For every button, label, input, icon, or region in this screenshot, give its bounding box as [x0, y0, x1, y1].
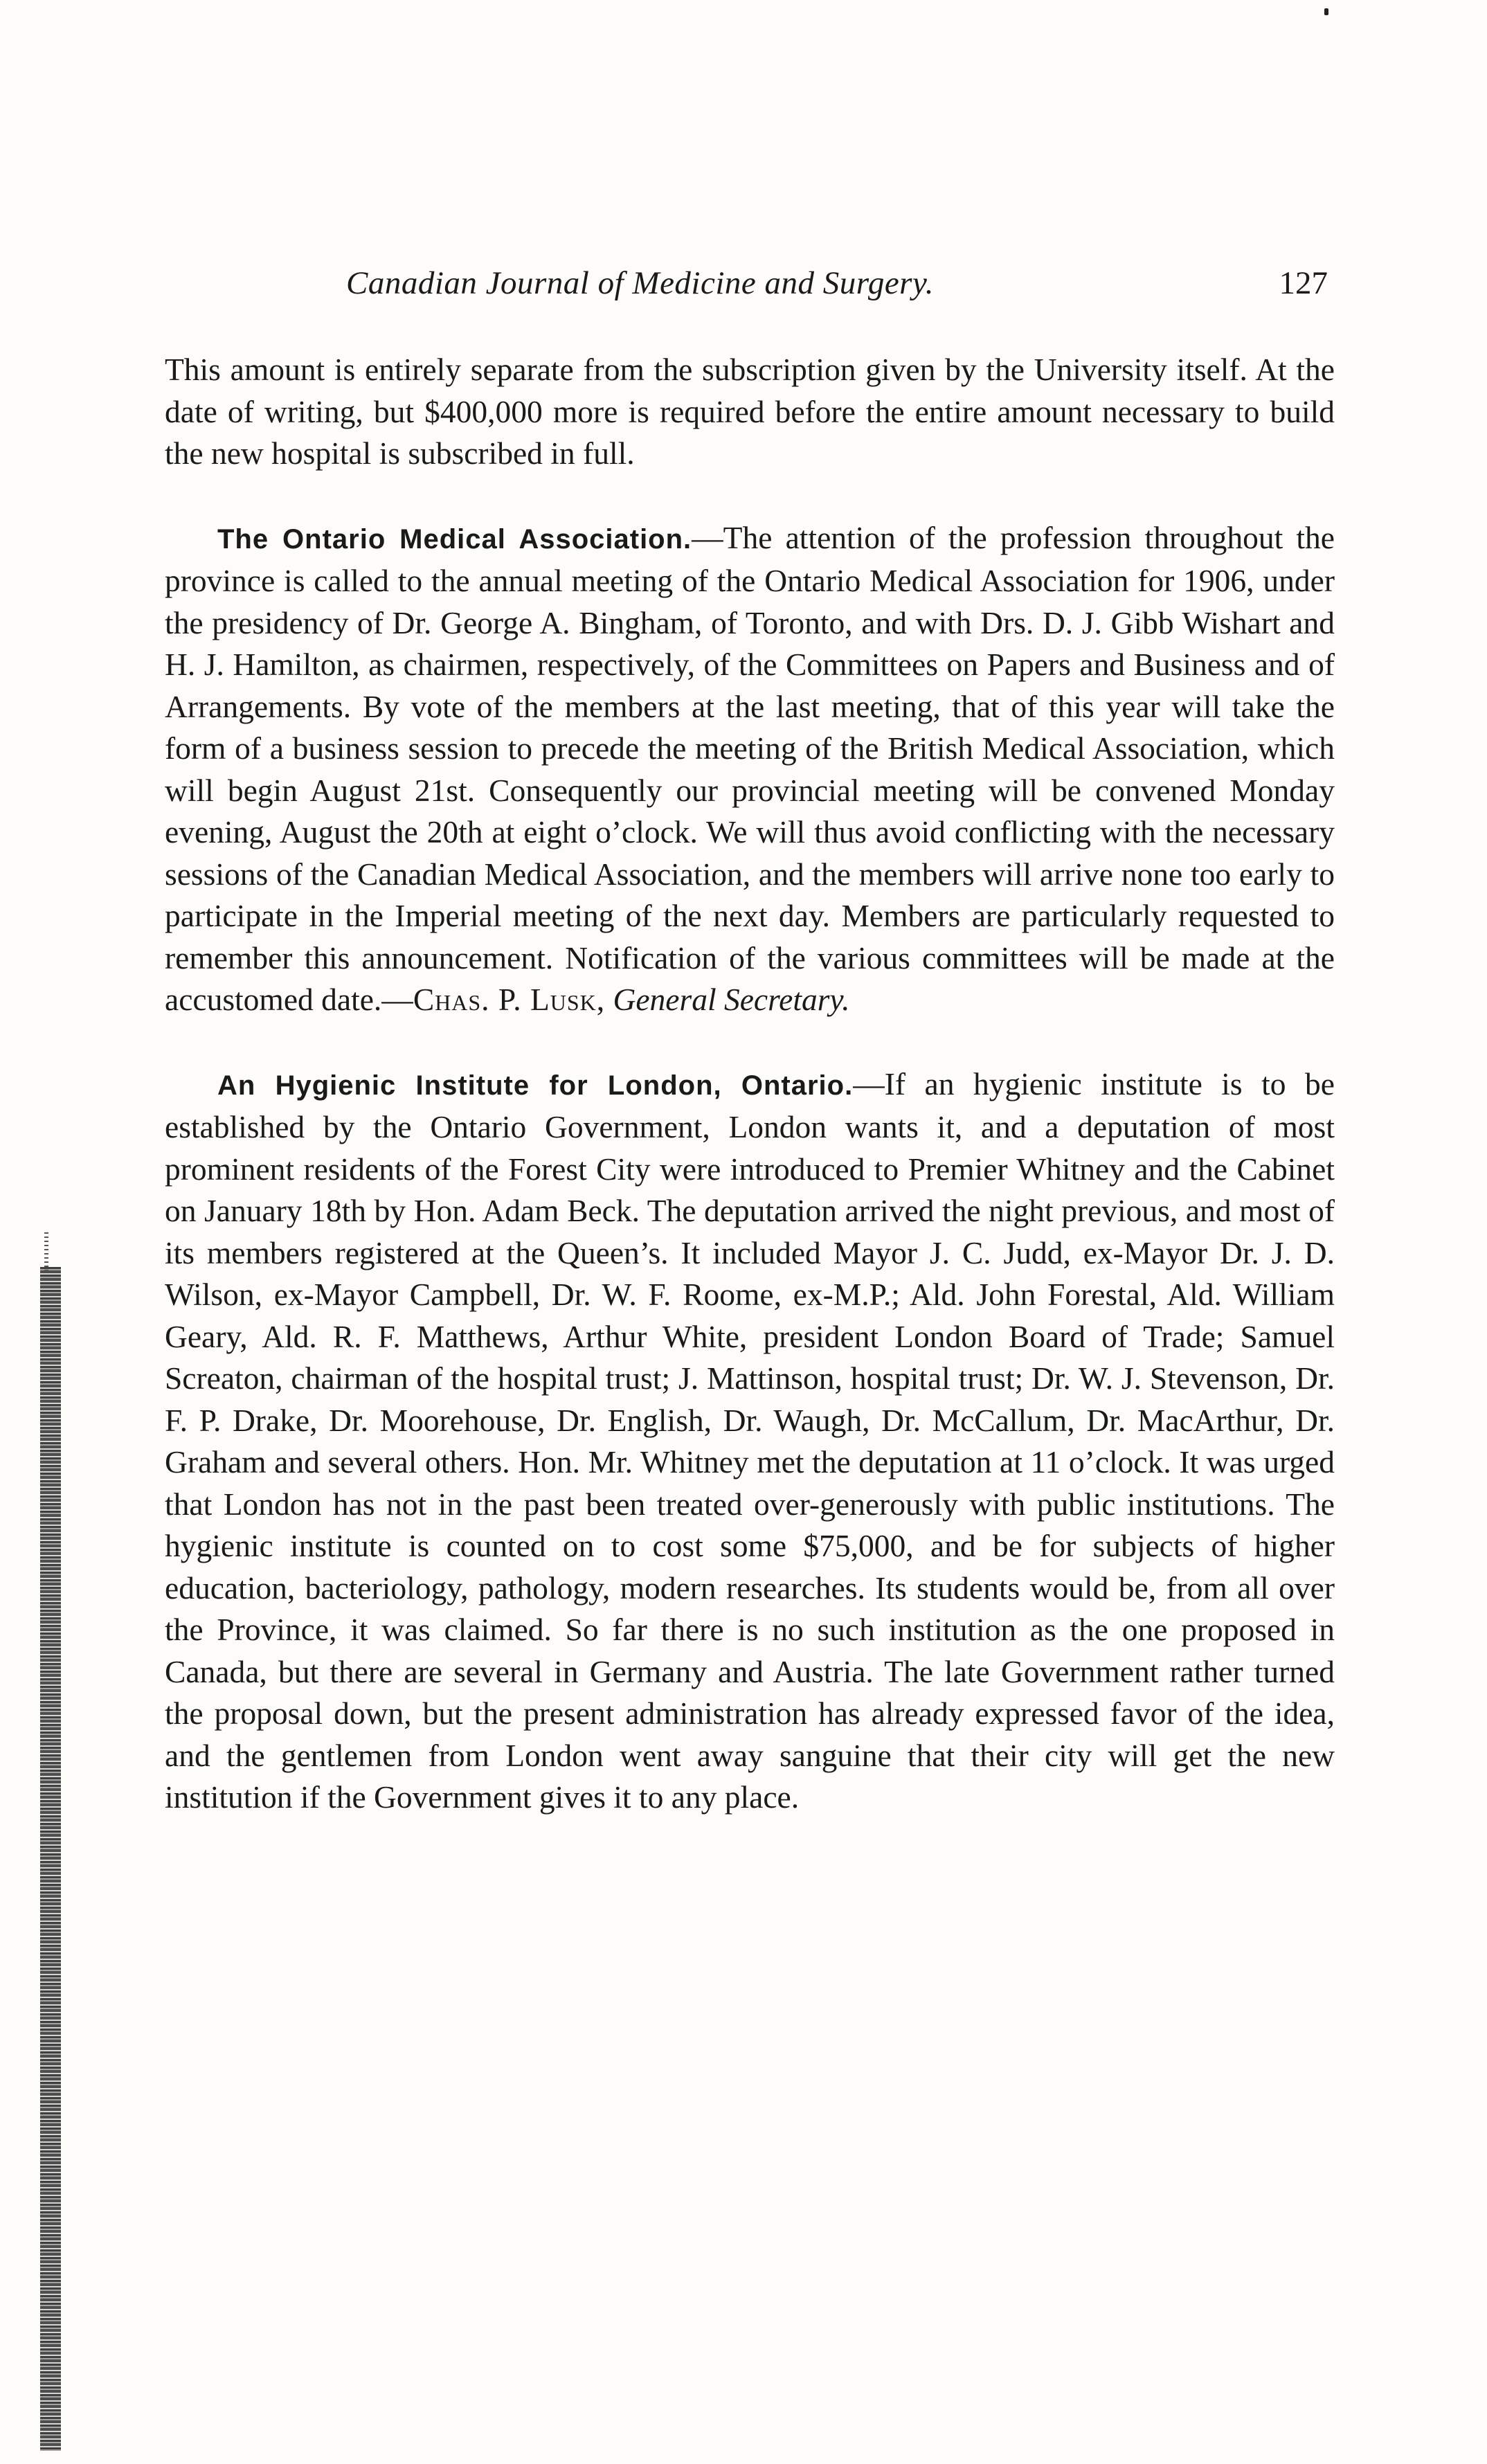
- section-ontario-medical-association: [165, 517, 1335, 1021]
- signature-title: General Secretary.: [605, 982, 850, 1017]
- paragraph-text: —The attention of the profession throughout the province is called to the annual meeting of the Ontario Medical Association for 1906, under the presidency of Dr. George A. Bingham, of Toronto, and with Drs. D. J. Gibb Wishart and H. J. Hamilton, as chairmen, respectively, of the Committees on Papers and Business and of Arrangements. By vote of the members at the last meeting, that of this year will take the form of a business session to precede the meeting of the British Medical Association, which will begin August 21st. Consequently our provincial meeting will be convened Monday evening, August the 20th at eight o’clock. We will thus avoid conflicting with the necessary sessions of the Canadian Medical Association, and the members will arrive none too early to participate in the Imperial meeting of the next day. Members are particularly requested to remember this announcement. Notification of the various committees will be made at the accustomed date.—: [165, 519, 1335, 1017]
- paragraph-continuation: [165, 349, 1335, 475]
- text-column: [165, 349, 1335, 1819]
- running-title: Canadian Journal of Medicine and Surgery.: [346, 265, 934, 301]
- paragraph-text: —If an hygienic institute is to be established by the Ontario Government, London wants it, and a deputation of most prominent residents of the Forest City were introduced to Premier Whitney and the Cabinet on January 18th by Hon. Adam Beck. The deputation arrived the night previous, and most of its members registered at the Queen’s. It included Mayor J. C. Judd, ex-Mayor Dr. J. D. Wilson, ex-Mayor Campbell, Dr. W. F. Roome, ex-M.P.; Ald. John Forestal, Ald. William Geary, Ald. R. F. Matthews, Arthur White, president London Board of Trade; Samuel Screaton, chairman of the hospital trust; J. Mattinson, hospital trust; Dr. W. J. Stevenson, Dr. F. P. Drake, Dr. Moorehouse, Dr. English, Dr. Waugh, Dr. McCallum, Dr. MacArthur, Dr. Graham and several others. Hon. Mr. Whitney met the deputation at 11 o’clock. It was urged that London has not in the past been treated over-generously with public institutions. The hygienic institute is counted on to cost some $75,000, and be for subjects of higher education, bacteriology, pathology, modern researches. Its students would be, from all over the Province, it was claimed. So far there is no such institution as the one proposed in Canada, but there are several in Germany and Austria. The late Government rather turned the proposal down, but the present administration has already expressed favor of the idea, and the gentlemen from London went away sanguine that their city will get the new institution if the Government gives it to any place.: [165, 1065, 1335, 1815]
- scan-binding-edge-top: [44, 1232, 48, 1274]
- running-head: [305, 264, 1335, 313]
- section-hygienic-institute: [165, 1063, 1335, 1819]
- section-heading: The Ontario Medical Association.: [217, 523, 692, 555]
- signature-name: Chas. P. Lusk,: [413, 982, 606, 1017]
- scan-binding-edge: [40, 1267, 61, 2451]
- section-heading: An Hygienic Institute for London, Ontario.: [217, 1070, 854, 1101]
- paragraph-text: This amount is entirely separate from the subscription given by the University itself. At the date of writing, but $400,000 more is required before the entire amount necessary to build the new hospital is subscribed in full.: [165, 352, 1335, 471]
- stray-ink-mark: [1324, 8, 1328, 15]
- page-number: 127: [1279, 265, 1328, 301]
